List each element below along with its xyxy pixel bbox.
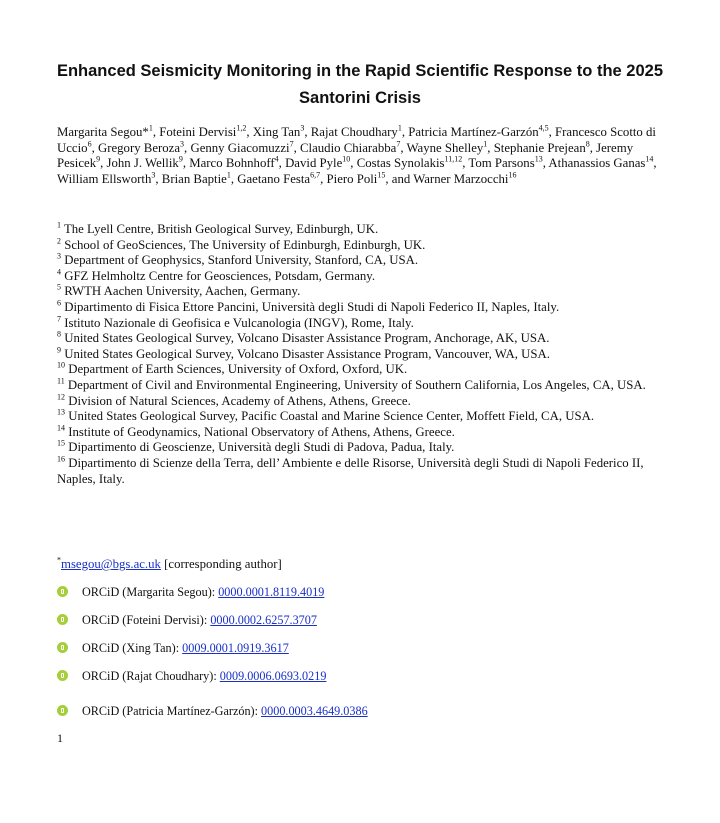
author-affiliation-marker: 1	[148, 123, 153, 133]
author-separator: ,	[320, 171, 327, 186]
author-separator: ,	[278, 156, 286, 171]
orcid-label: ORCiD (Rajat Choudhary):	[82, 669, 220, 683]
author-separator: ,	[548, 125, 556, 139]
author-separator: ,	[293, 140, 300, 155]
author-name: Foteini Dervisi	[159, 125, 237, 139]
author-name: Tom Parsons	[468, 156, 535, 171]
author-separator: ,	[462, 156, 469, 171]
author-affiliation-marker: 6,7	[310, 170, 321, 180]
orcid-icon	[57, 670, 68, 681]
affiliation-item	[57, 222, 669, 238]
affiliation-item	[57, 409, 669, 425]
affiliation-number: 13	[57, 407, 65, 417]
corresponding-note: [corresponding author]	[160, 557, 282, 571]
author	[107, 156, 190, 170]
affiliation-item	[57, 425, 669, 441]
author-affiliation-marker: 1	[226, 170, 231, 180]
affiliation-text: Istituto Nazionale di Geofisica e Vulcanologia (INGV), Rome, Italy.	[61, 315, 414, 330]
orcid-entry	[57, 703, 657, 719]
author-affiliation-marker: 3	[180, 139, 185, 149]
orcid-icon	[57, 614, 68, 625]
author-affiliation-marker: 9	[96, 154, 101, 164]
author-affiliation-marker: 1	[397, 123, 402, 133]
orcid-label: ORCiD (Margarita Segou):	[82, 585, 219, 599]
author	[57, 125, 159, 139]
author-name: Piero Poli	[326, 171, 378, 186]
affiliation-item	[57, 238, 669, 254]
author-separator: ,	[246, 125, 253, 139]
author-separator: ,	[100, 156, 107, 171]
author	[311, 125, 408, 139]
author-affiliation-marker: 16	[508, 170, 517, 180]
author	[406, 141, 493, 155]
author-affiliation-marker: 1,2	[236, 123, 247, 133]
author-affiliation-marker: 7	[289, 139, 294, 149]
orcid-text	[82, 612, 317, 628]
author-separator: ,	[91, 140, 98, 155]
affiliation-item	[57, 347, 669, 363]
author-separator: ,	[184, 140, 191, 155]
orcid-label: ORCiD (Patricia Martínez-Garzón):	[82, 704, 262, 718]
author-affiliation-marker: 1	[483, 139, 488, 149]
author-affiliation-marker: 13	[534, 154, 543, 164]
affiliation-text: Dipartimento di Scienze della Terra, dell’ Ambiente e delle Risorse, Università degli Studi di Napoli Federico II, Naples, Italy.	[57, 455, 644, 486]
orcid-entry	[57, 640, 657, 656]
affiliation-text: Department of Earth Sciences, University of Oxford, Oxford, UK.	[65, 362, 408, 377]
author-separator: ,	[350, 156, 357, 171]
author-name: Athanassios Ganas	[548, 156, 646, 171]
orcid-text	[82, 668, 326, 684]
author-name: David Pyle	[285, 156, 343, 171]
orcid-text	[82, 703, 368, 719]
affiliation-item	[57, 316, 669, 332]
affiliation-item	[57, 253, 669, 269]
author-affiliation-marker: 7	[396, 139, 401, 149]
affiliation-text: Dipartimento di Geoscienze, Università degli Studi di Padova, Padua, Italy.	[65, 440, 455, 455]
affiliation-number: 11	[57, 376, 65, 386]
affiliation-number: 3	[57, 251, 61, 261]
affiliation-number: 5	[57, 283, 61, 293]
author-name: Stephanie Prejean	[493, 140, 586, 155]
author-name: Claudio Chiarabba	[300, 140, 397, 155]
author-separator: , and	[385, 171, 414, 186]
affiliation-text: Division of Natural Sciences, Academy of Athens, Athens, Greece.	[65, 393, 411, 408]
author	[327, 172, 414, 186]
paper-title: Enhanced Seismicity Monitoring in the Rapid Scientific Response to the 2025 Santorini Crisis	[56, 62, 664, 107]
affiliation-number: 16	[57, 454, 65, 464]
corresponding-marker: *	[57, 555, 61, 565]
orcid-entry	[57, 668, 657, 684]
author	[162, 172, 237, 186]
author	[494, 141, 596, 155]
author-separator: ,	[542, 156, 549, 171]
affiliation-list	[57, 222, 669, 487]
author-affiliation-marker: 10	[342, 154, 351, 164]
author-name: Warner Marzocchi	[413, 171, 509, 186]
author-separator: ,	[589, 140, 597, 155]
affiliation-text: Institute of Geodynamics, National Observatory of Athens, Athens, Greece.	[65, 424, 455, 439]
author-name: Rajat Choudhary	[310, 125, 398, 139]
author-separator: ,	[182, 156, 190, 171]
author-affiliation-marker: 4	[274, 154, 279, 164]
author-name: John J. Wellik	[106, 156, 179, 171]
author	[468, 156, 548, 170]
author-affiliation-marker: 15	[377, 170, 386, 180]
affiliation-text: Department of Civil and Environmental Engineering, University of Southern California, Los Angeles, CA, USA.	[64, 377, 646, 392]
author-affiliation-marker: 3	[151, 170, 156, 180]
author-name: Patricia Martínez-Garzón	[408, 125, 539, 139]
author-separator: ,	[653, 156, 657, 171]
affiliation-text: School of GeoSciences, The University of Edinburgh, Edinburgh, UK.	[61, 237, 426, 252]
affiliation-number: 6	[57, 298, 61, 308]
affiliation-text: Dipartimento di Fisica Ettore Pancini, Università degli Studi di Napoli Federico II, Naples, Italy.	[61, 299, 560, 314]
affiliation-text: United States Geological Survey, Volcano Disaster Assistance Program, Vancouver, WA, USA.	[61, 346, 550, 361]
corresponding-author	[57, 556, 657, 572]
author-name: Margarita Segou*	[57, 125, 149, 139]
orcid-label: ORCiD (Foteini Dervisi):	[82, 613, 211, 627]
author	[413, 172, 516, 186]
author-separator: ,	[230, 171, 238, 186]
affiliation-text: United States Geological Survey, Pacific Coastal and Marine Science Center, Moffett Field, CA, USA.	[65, 409, 595, 424]
author	[285, 156, 357, 170]
orcid-entry	[57, 612, 657, 628]
affiliation-number: 12	[57, 392, 65, 402]
affiliation-text: United States Geological Survey, Volcano Disaster Assistance Program, Anchorage, AK, USA.	[61, 331, 550, 346]
orcid-label: ORCiD (Xing Tan):	[82, 641, 183, 655]
affiliation-text: The Lyell Centre, British Geological Survey, Edinburgh, UK.	[61, 222, 379, 236]
author-separator: ,	[152, 125, 160, 139]
affiliation-item	[57, 331, 669, 347]
orcid-link[interactable]: 0000.0001.8119.4019	[218, 585, 325, 599]
author-affiliation-marker: 9	[178, 154, 183, 164]
affiliation-item	[57, 300, 669, 316]
author-separator: ,	[400, 140, 407, 155]
author	[190, 141, 300, 155]
orcid-link[interactable]: 0000.0002.6257.3707	[210, 613, 317, 627]
affiliation-number: 8	[57, 329, 61, 339]
affiliation-number: 4	[57, 267, 61, 277]
affiliation-number: 7	[57, 314, 61, 324]
affiliation-number: 9	[57, 345, 61, 355]
author	[159, 125, 253, 139]
page-number: 1	[57, 731, 63, 745]
orcid-link[interactable]: 0000.0003.4649.0386	[261, 704, 368, 718]
author-affiliation-marker: 11,12	[444, 154, 463, 164]
affiliation-item	[57, 456, 669, 487]
author-name: Xing Tan	[252, 125, 301, 139]
author-separator: ,	[304, 125, 311, 139]
affiliation-item	[57, 362, 669, 378]
orcid-text	[82, 640, 289, 656]
author-affiliation-marker: 6	[87, 139, 92, 149]
orcid-icon	[57, 642, 68, 653]
orcid-icon	[57, 586, 68, 597]
author	[57, 172, 162, 186]
affiliation-number: 2	[57, 236, 61, 246]
author-list	[57, 125, 667, 187]
author-affiliation-marker: 3	[300, 123, 305, 133]
author	[548, 156, 656, 170]
orcid-link[interactable]: 0009.0006.0693.0219	[219, 669, 327, 683]
author-name: Gregory Beroza	[97, 140, 181, 155]
author	[357, 156, 469, 170]
author	[408, 125, 555, 139]
author-name: Wayne Shelley	[406, 140, 484, 155]
affiliation-text: GFZ Helmholtz Centre for Geosciences, Potsdam, Germany.	[61, 268, 376, 283]
author-separator: ,	[155, 171, 162, 186]
author-name: Brian Baptie	[161, 171, 227, 186]
orcid-icon	[57, 705, 68, 716]
corresponding-email-link[interactable]: msegou@bgs.ac.uk	[61, 557, 161, 571]
affiliation-item	[57, 378, 669, 394]
author-name: Genny Giacomuzzi	[190, 140, 290, 155]
author-affiliation-marker: 14	[645, 154, 654, 164]
author-name: Costas Synolakis	[356, 156, 445, 171]
orcid-link[interactable]: 0009.0001.0919.3617	[182, 641, 289, 655]
affiliation-text: Department of Geophysics, Stanford University, Stanford, CA, USA.	[61, 253, 419, 268]
affiliation-item	[57, 394, 669, 410]
affiliation-item	[57, 284, 669, 300]
orcid-text	[82, 584, 324, 600]
affiliation-number: 15	[57, 439, 65, 449]
author-separator: ,	[401, 125, 409, 139]
author-name: Francesco Scotto di Uccio	[57, 125, 656, 155]
author	[300, 141, 406, 155]
affiliation-number: 14	[57, 423, 65, 433]
affiliation-item	[57, 269, 669, 285]
author	[98, 141, 190, 155]
author	[189, 156, 285, 170]
affiliation-number: 10	[57, 361, 65, 371]
affiliation-number: 1	[57, 220, 61, 230]
author	[237, 172, 326, 186]
author-name: Gaetano Festa	[237, 171, 311, 186]
author-affiliation-marker: 8	[585, 139, 590, 149]
affiliation-item	[57, 440, 669, 456]
author	[253, 125, 311, 139]
author-affiliation-marker: 4,5	[538, 123, 549, 133]
author-name: Jeremy Pesicek	[57, 140, 634, 171]
orcid-entry	[57, 584, 657, 600]
author-name: William Ellsworth	[57, 171, 152, 186]
author-separator: ,	[487, 140, 494, 155]
author-name: Marco Bohnhoff	[189, 156, 275, 171]
affiliation-text: RWTH Aachen University, Aachen, Germany.	[61, 284, 301, 299]
